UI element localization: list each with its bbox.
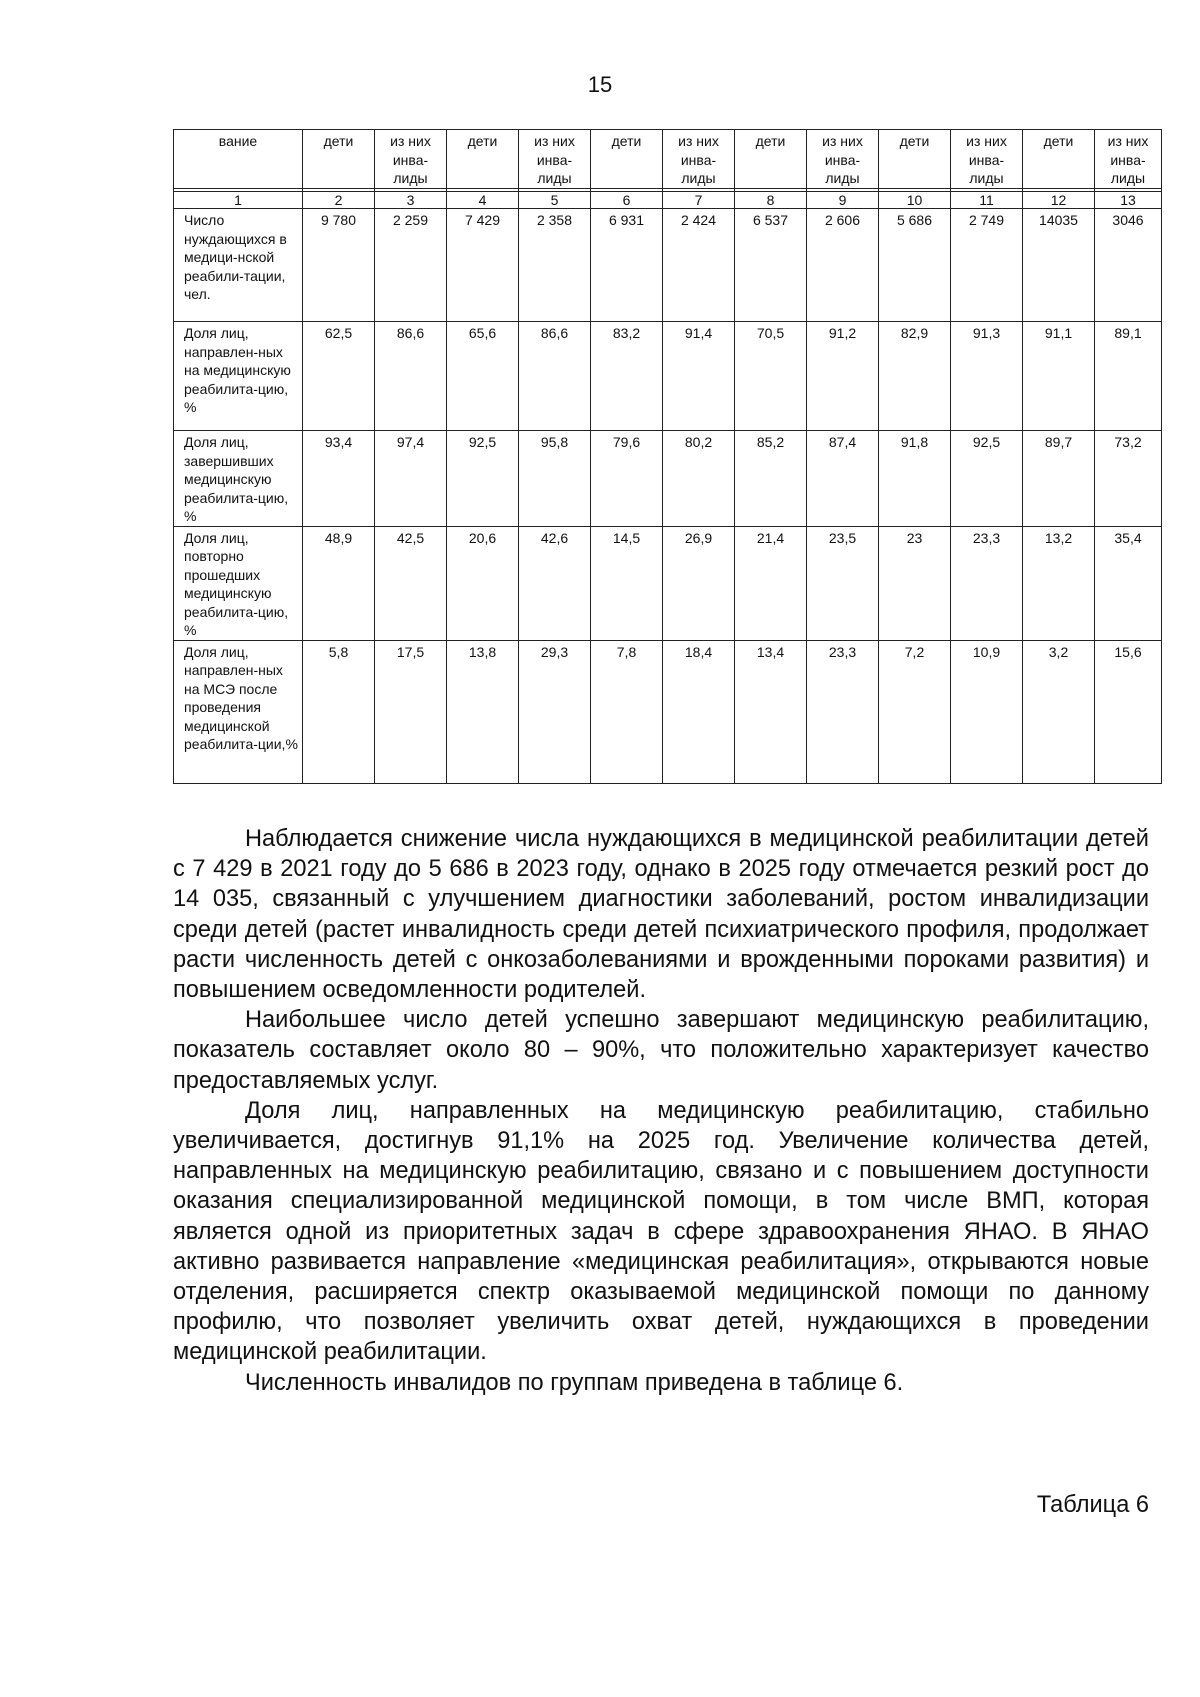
column-number-cell: 7: [663, 192, 735, 209]
column-number-cell: 5: [519, 192, 591, 209]
header-cell: дети: [1023, 130, 1095, 189]
value-cell: 70,5: [735, 322, 807, 431]
value-cell: 5 686: [879, 209, 951, 322]
value-cell: 91,4: [663, 322, 735, 431]
value-cell: 26,9: [663, 526, 735, 640]
value-cell: 10,9: [951, 640, 1023, 783]
header-cell: дети: [735, 130, 807, 189]
value-cell: 93,4: [303, 431, 375, 527]
value-cell: 89,1: [1095, 322, 1162, 431]
value-cell: 2 424: [663, 209, 735, 322]
table-row: [174, 322, 1162, 431]
value-cell: 23,5: [807, 526, 879, 640]
value-cell: 13,4: [735, 640, 807, 783]
value-cell: 7 429: [447, 209, 519, 322]
value-cell: 20,6: [447, 526, 519, 640]
value-cell: 6 931: [591, 209, 663, 322]
value-cell: 82,9: [879, 322, 951, 431]
value-cell: 18,4: [663, 640, 735, 783]
header-cell: из них инва-лиды: [519, 130, 591, 189]
value-cell: 2 358: [519, 209, 591, 322]
value-cell: 15,6: [1095, 640, 1162, 783]
header-cell: дети: [879, 130, 951, 189]
value-cell: 7,2: [879, 640, 951, 783]
value-cell: 97,4: [375, 431, 447, 527]
value-cell: 48,9: [303, 526, 375, 640]
column-number-cell: 8: [735, 192, 807, 209]
table-caption: Таблица 6: [1036, 1492, 1149, 1518]
value-cell: 3,2: [1023, 640, 1095, 783]
value-cell: 62,5: [303, 322, 375, 431]
value-cell: 91,2: [807, 322, 879, 431]
value-cell: 14035: [1023, 209, 1095, 322]
header-cell: дети: [591, 130, 663, 189]
header-cell: дети: [303, 130, 375, 189]
table-row: [174, 526, 1162, 640]
column-number-row: [174, 192, 1162, 209]
row-label: Число нуждающихся в медици-нской реабили-тации, чел.: [174, 209, 303, 322]
value-cell: 86,6: [519, 322, 591, 431]
value-cell: 95,8: [519, 431, 591, 527]
value-cell: 92,5: [447, 431, 519, 527]
header-cell: из них инва-лиды: [807, 130, 879, 189]
header-cell: из них инва-лиды: [1095, 130, 1162, 189]
value-cell: 23,3: [951, 526, 1023, 640]
value-cell: 17,5: [375, 640, 447, 783]
paragraph: Доля лиц, направленных на медицинскую реабилитацию, стабильно увеличивается, достигнув 91,1% на 2025 год. Увеличение количества детей, направленных на медицинскую реабилитацию, связано и с повышением доступности оказания специализированной медицинской помощи, в том числе ВМП, которая является одной из приоритетных задач в сфере здравоохранения ЯНАО. В ЯНАО активно развивается направление «медицинская реабилитация», открываются новые отделения, расширяется спектр оказываемой медицинской помощи по данному профилю, что позволяет увеличить охват детей, нуждающихся в проведении медицинской реабилитации.: [173, 1097, 1149, 1366]
value-cell: 13,2: [1023, 526, 1095, 640]
value-cell: 23,3: [807, 640, 879, 783]
value-cell: 29,3: [519, 640, 591, 783]
value-cell: 5,8: [303, 640, 375, 783]
value-cell: 79,6: [591, 431, 663, 527]
value-cell: 7,8: [591, 640, 663, 783]
paragraph: Численность инвалидов по группам приведена в таблице 6.: [245, 1369, 904, 1396]
header-cell: из них инва-лиды: [375, 130, 447, 189]
row-label: Доля лиц, направлен-ных на медицинскую реабилита-цию, %: [174, 322, 303, 431]
value-cell: 23: [879, 526, 951, 640]
value-cell: 85,2: [735, 431, 807, 527]
value-cell: 42,6: [519, 526, 591, 640]
column-number-cell: 4: [447, 192, 519, 209]
value-cell: 83,2: [591, 322, 663, 431]
page-number: 15: [587, 72, 613, 97]
rehabilitation-table: [173, 129, 1162, 784]
table-header-row: [174, 130, 1162, 189]
column-number-cell: 11: [951, 192, 1023, 209]
value-cell: 91,8: [879, 431, 951, 527]
value-cell: 65,6: [447, 322, 519, 431]
table-body: [174, 130, 1162, 784]
column-number-cell: 12: [1023, 192, 1095, 209]
body-text: [173, 824, 1149, 1398]
header-cell: из них инва-лиды: [663, 130, 735, 189]
row-label: Доля лиц, направлен-ных на МСЭ после проведения медицинской реабилита-ции,%: [174, 640, 303, 783]
value-cell: 35,4: [1095, 526, 1162, 640]
value-cell: 42,5: [375, 526, 447, 640]
value-cell: 6 537: [735, 209, 807, 322]
column-number-cell: 13: [1095, 192, 1162, 209]
column-number-cell: 3: [375, 192, 447, 209]
value-cell: 9 780: [303, 209, 375, 322]
value-cell: 73,2: [1095, 431, 1162, 527]
value-cell: 91,3: [951, 322, 1023, 431]
value-cell: 2 259: [375, 209, 447, 322]
header-cell: дети: [447, 130, 519, 189]
value-cell: 86,6: [375, 322, 447, 431]
table-row: [174, 209, 1162, 322]
column-number-cell: 9: [807, 192, 879, 209]
table-row: [174, 640, 1162, 783]
value-cell: 13,8: [447, 640, 519, 783]
column-number-cell: 2: [303, 192, 375, 209]
column-number-cell: 10: [879, 192, 951, 209]
column-number-cell: 6: [591, 192, 663, 209]
value-cell: 2 606: [807, 209, 879, 322]
value-cell: 92,5: [951, 431, 1023, 527]
table-row: [174, 431, 1162, 527]
value-cell: 80,2: [663, 431, 735, 527]
value-cell: 87,4: [807, 431, 879, 527]
row-label: Доля лиц, повторно прошедших медицинскую реабилита-цию, %: [174, 526, 303, 640]
paragraph: Наблюдается снижение числа нуждающихся в медицинской реабилитации детей с 7 429 в 2021 году до 5 686 в 2023 году, однако в 2025 году отмечается резкий рост до 14 035, связанный с улучшением диагностики заболеваний, ростом инвалидизации среди детей (растет инвалидность среди детей психиатрического профиля, продолжает расти численность детей с онкозаболеваниями и врожденными пороками развития) и повышением осведомленности родителей.: [173, 826, 1149, 1004]
value-cell: 89,7: [1023, 431, 1095, 527]
value-cell: 2 749: [951, 209, 1023, 322]
column-number-cell: 1: [174, 192, 303, 209]
value-cell: 3046: [1095, 209, 1162, 322]
value-cell: 14,5: [591, 526, 663, 640]
row-label: Доля лиц, завершивших медицинскую реабилита-цию, %: [174, 431, 303, 527]
header-cell: вание: [174, 130, 303, 189]
value-cell: 91,1: [1023, 322, 1095, 431]
value-cell: 21,4: [735, 526, 807, 640]
header-cell: из них инва-лиды: [951, 130, 1023, 189]
paragraph: Наибольшее число детей успешно завершают медицинскую реабилитацию, показатель составляет около 80 – 90%, что положительно характеризует качество предоставляемых услуг.: [173, 1007, 1149, 1094]
